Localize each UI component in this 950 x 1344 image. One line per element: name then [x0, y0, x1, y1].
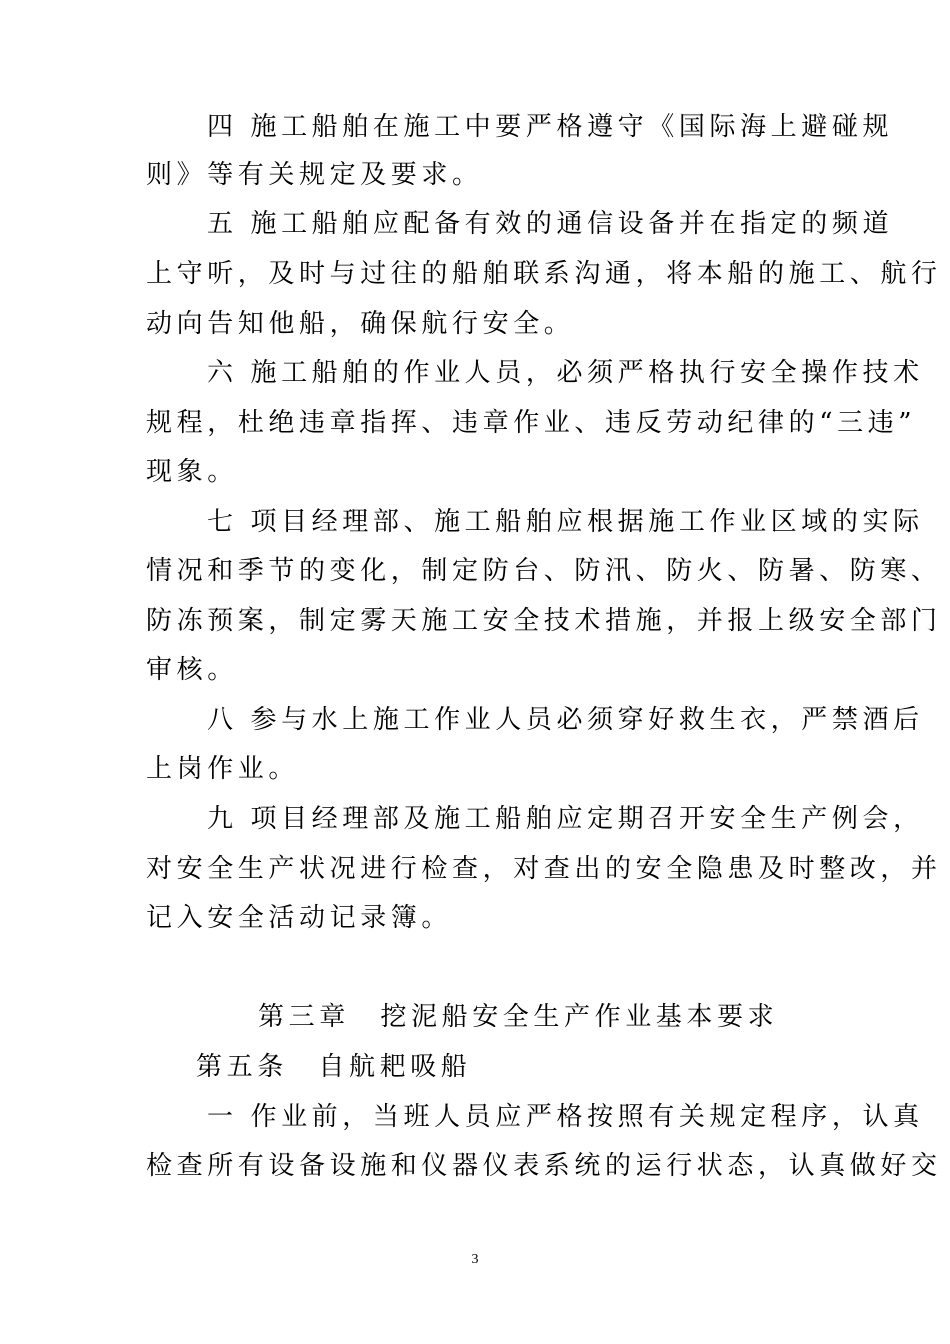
item-6-line-1: 六 施工船舶的作业人员，必须严格执行安全操作技术	[207, 358, 924, 388]
item-7-line-3: 防冻预案，制定雾天施工安全技术措施，并报上级安全部门	[146, 606, 942, 636]
item-7-line-2: 情况和季节的变化，制定防台、防汛、防火、防暑、防寒、	[146, 556, 942, 586]
item-8-line-1: 八 参与水上施工作业人员必须穿好救生衣，严禁酒后	[207, 705, 924, 735]
item-5-line-3: 动向告知他船，确保航行安全。	[146, 309, 575, 339]
item-9-line-1: 九 项目经理部及施工船舶应定期召开安全生产例会，	[207, 804, 924, 834]
item-5-line-2: 上守听，及时与过往的船舶联系沟通，将本船的施工、航行	[146, 259, 942, 289]
item-6-line-3: 现象。	[146, 457, 238, 487]
article-heading: 第五条 自航耙吸船	[196, 1052, 472, 1082]
item-9-line-3: 记入安全活动记录簿。	[146, 903, 453, 933]
chapter-heading: 第三章 挖泥船安全生产作业基本要求	[258, 1002, 779, 1032]
item-6-line-2: 规程，杜绝违章指挥、违章作业、违反劳动纪律的“三违”	[146, 408, 917, 438]
item-9-line-2: 对安全生产状况进行检查，对查出的安全隐患及时整改，并	[146, 854, 942, 884]
item-5-line-1: 五 施工船舶应配备有效的通信设备并在指定的频道	[207, 209, 894, 239]
item-8-line-2: 上岗作业。	[146, 754, 300, 784]
item-7-line-1: 七 项目经理部、施工船舶应根据施工作业区域的实际	[207, 507, 924, 537]
item-4-line-2: 则》等有关规定及要求。	[146, 160, 483, 190]
item-1-line-2: 检查所有设备设施和仪器仪表系统的运行状态，认真做好交	[146, 1151, 942, 1181]
item-1-line-1: 一 作业前，当班人员应严格按照有关规定程序，认真	[207, 1102, 924, 1132]
item-4-line-1: 四 施工船舶在施工中要严格遵守《国际海上避碰规	[207, 112, 894, 142]
page-number: 3	[471, 1252, 479, 1267]
item-7-line-4: 审核。	[146, 655, 238, 685]
